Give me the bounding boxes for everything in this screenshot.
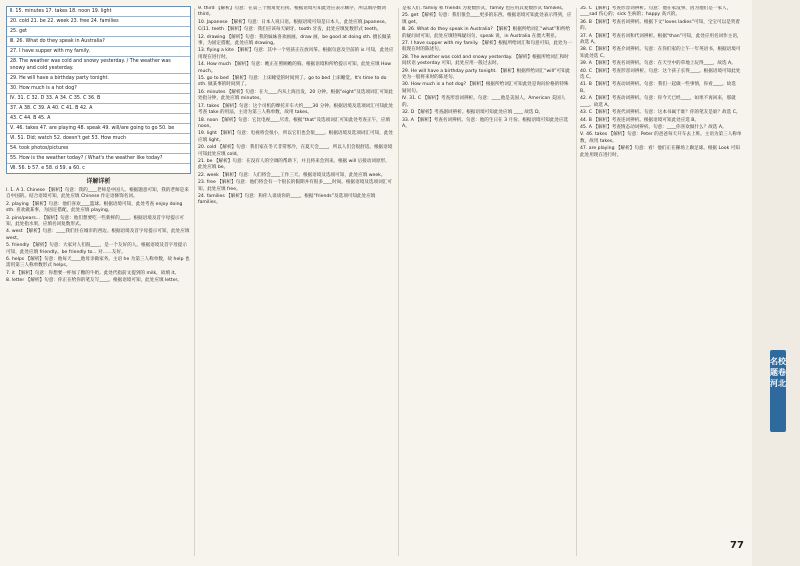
explanation-item: 24. families 【解析】句意：和你人谈谈你的____。根据“friends”及选项可知此处应填 families。 (198, 193, 376, 206)
explanation-list-4 (580, 6, 744, 159)
answer-box (6, 6, 191, 174)
explanation-item: 36. B 【解析】考查名词辨析。根据下文“loves ladies”可知，宝宝可以是哭着的。 (580, 19, 740, 32)
explanation-item: 12. drawing 【解析】句意：我的妹妹喜欢画画。draw 画，be good at doing sth. 擅长做某事，为固定搭配，此处应填 drawing。 (198, 34, 392, 47)
column-4 (580, 6, 744, 554)
answer-row: Ⅴ. 46. takes 47. are playing 48. speak 49. will/are going to go 50. be (7, 124, 190, 134)
explanation-item: 45. A 【解析】考查情态动词辨析。句意：____你喜欢做什么？故选 A。 (580, 124, 727, 130)
explanation-item: C(11. teeth 【解析】句意：我们应该每天刷牙。tooth 牙齿，此处应填复数形式 teeth。 (198, 27, 382, 33)
explanation-item: 37. A 【解析】考查名词和代词辨析。根据“than”可知，此处应用名词作主语，故选 A。 (580, 33, 742, 46)
explanation-list-2 (198, 6, 394, 207)
page-number: 77 (730, 540, 744, 551)
answer-row: Ⅶ. 56. b 57. e 58. d 59. a 60. c (10, 166, 85, 171)
explanation-item: 39. A 【解析】考查名词辨析。句意：在天空中的草地上玩得____，故选 A。 (580, 61, 736, 67)
explanation-item: 41. B 【解析】考查动词辨析。句意：我们一起做一些事情，你看____。故选 B。 (580, 82, 736, 94)
column-3 (402, 6, 572, 554)
explanation-item: 19. light 【解析】句意：电视将会很小，所以它们也会很____。根据语境及选项词汇可知，此处应填 light。 (198, 131, 393, 143)
answer-row: 30. How much is a hot dog? (7, 84, 190, 94)
answer-row: 27. I have supper with my family. (7, 47, 190, 57)
explanation-item: Ⅲ. 26. What do they speak in Australia? 【解析】根据所给词汇“what”和所给的疑问词可知，此处应填特殊疑问句，speak 说，in Australia 在澳大利亚。 (402, 27, 570, 39)
explanation-item: Ⅰ. 1. A 1. Chinese 【解析】句意：我的____老师是中国人。根据题意可知，我的老师是来自中国的。结合语境可知，此处应填 Chinese 作定语修饰名词。 (6, 188, 189, 200)
explanation-item: 10. Japanese 【解析】句意：日本人说日语。根据语境可知是日本人，此处应填 Japanese。 (198, 19, 390, 25)
column-1 (6, 6, 191, 554)
explanation-item: 13. flying a kite 【解析】句意：其中一个男孩正在放风筝。根据句意及空前的 is 可知，此处应用现在进行时。 (198, 48, 394, 60)
explanation-item: 44. B 【解析】考查连词辨析。根据语境可知此处应选 B。 (580, 117, 700, 123)
explanation-item: 38. C 【解析】考查介词辨析。句意：在你们家的上午一年英语书，根据语境可知此处选 C。 (580, 47, 741, 59)
answer-row: Ⅲ. 26. What do they speak in Australia? (7, 37, 190, 47)
explanation-item: 6. helps 【解析】句意：他每天____他母亲做家务。主语 he 为第三人称单数，故 help 也需用第三人称单数形式 helps。 (6, 257, 190, 269)
explanation-item: 9. third 【解析】句意：在第三个围角处右拐。根据语境可知此处应表示顺序，所以填序数词 third。 (198, 6, 386, 18)
explanation-item: 27. I have supper with my family. 【解析】根据所给词汇和句意可知，此处为一般现在时的陈述句。 (402, 41, 572, 53)
explanation-list-3 (402, 6, 572, 130)
explanation-item: 23. free 【解析】句意：他们将会有一个很长的假期并有很多____时间。根据语境及选项词汇可知，此处应填 free。 (198, 180, 392, 192)
explanation-item: 14. How much 【解析】句意：她正在照顾她的狗。根据语境和所给提示可知，此处应填 How much。 (198, 62, 392, 74)
explanation-item: 47. are playing 【解析】句意：看！他们正在操场上踢足球。根据 Look 可知此处用现在进行时。 (580, 146, 740, 158)
explanation-item: Ⅳ. 31. C 【解析】考查形容词辨析。句意：____他是美国人。American 美国人的。 (402, 96, 566, 108)
explanation-item: 32. D 【解析】考查副词辨析。根据语境可知此处应填 ____ 故选 D。 (402, 110, 544, 116)
section-title: 详解详析 (86, 178, 111, 185)
answer-row: 54. took photos/pictures (7, 144, 190, 154)
answer-row: 28. The weather was cold and snowy yesterday. / The weather was snowy and cold yesterday. (7, 57, 190, 74)
answer-row: 29. He will have a birthday party tonight. (7, 74, 190, 84)
column-divider (194, 8, 195, 556)
answer-row: 43. C 44. B 45. A (7, 114, 190, 124)
explanation-item: 是家人们. family 和 friends 为复数形式，family 也应用其复数形式 families。 (402, 6, 567, 11)
explanation-item: 16. minutes 【解析】句意：在大____内从上海出发，20 分钟。根据“eight”及选项词汇可知此处指分钟，此处应填 minutes。 (198, 89, 394, 102)
explanation-item: 5. friendly 【解析】句意：大家对人们很____，是一个友好的人。根据语境及首字母提示可知，此处应填 friendly。be friendly to... 对……友好。 (6, 243, 187, 255)
explanation-item: 29. He will have a birthday party tonight. 【解析】根据所给词汇“will”可知此处为一般将来时的陈述句。 (402, 68, 571, 81)
explanation-item: 22. week 【解析】句意：人们将会____工作三天。根据语境及选项可知，此处应填 week。 (198, 172, 386, 178)
column-divider (398, 8, 399, 556)
explanation-item: 35. C 【解析】考查形容词辨析。句意：他在家没事，因为他们是一家人，____sad 伤心的；sick 生病的；happy 高兴的。 (580, 6, 732, 18)
explanation-item: 2. playing 【解析】句意：他们喜欢____篮球。根据语境可知，此处考查 enjoy doing sth. 喜欢做某事，为固定搭配，此处应填 playing。 (6, 201, 183, 214)
answer-row: 55. How is the weather today? / What's the weather like today? (7, 154, 190, 164)
explanation-item: 3. pins/pears... 【解析】句意：他们想要吃一些新鲜的____。根据语境及首字母提示可知，此处指水果，应填名词复数形式。 (6, 215, 184, 228)
answer-row: 25. get (7, 27, 190, 37)
explanation-item: 40. C 【解析】考查形容词辨析。句意：这个孩子长得____。根据语境可知此处选 C。 (580, 68, 741, 81)
answer-row: Ⅵ. 51. Did; watch 52. doesn't get 53. How much (7, 134, 190, 144)
explanation-item: 42. A 【解析】考查动词辨析。句意：你今天已经____，如果不再回来，那就____。故选 A。 (580, 96, 736, 108)
explanation-item: Ⅴ. 46. takes 【解析】句意：Peter 的爸爸每天开车去上班。主语为第三人称单数，故用 takes。 (580, 132, 742, 144)
explanation-item: 25. get 【解析】句意：我们很会____更多的东西。根据语境可知此处表示得到，应填 get。 (402, 13, 572, 25)
answer-row: Ⅱ. 15. minutes 17. takes 18. noon 19. light (7, 7, 190, 17)
answer-row: 37. A 38. C 39. A 40. C 41. B 42. A (7, 104, 190, 114)
explanation-item: 21. be 【解析】句意：在没有人的空调的帮助下，并且将来会到来。根据 will 后接动词原形，此处应填 be。 (198, 158, 390, 171)
explanation-item: 8. letter 【解析】句意：你正在给你的笔友写____。根据语境可知，此处应填 letter。 (6, 278, 183, 284)
explanation-list-1 (6, 188, 191, 285)
column-2 (198, 6, 394, 554)
column-divider (576, 8, 577, 556)
explanation-item: 33. A 【解析】考查名词辨析。句意：他的生日在 3 月份。根据语境可知此处应选 A。 (402, 117, 569, 129)
answer-row: Ⅳ. 31. C 32. D 33. A 34. C 35. C 36. B (7, 94, 190, 104)
explanation-item: 43. C 【解析】考查代词辨析。句意：这本书属于谁？你的笔友是谁？故选 C。 (580, 110, 741, 116)
side-tab: 名校题卷 河北 (770, 350, 786, 432)
explanation-item: 28. The weather was cold and snowy yesterday. 【解析】根据所给词汇和时间状语 yesterday 可知，此处应用一般过去时。 (402, 54, 569, 67)
explanation-item: 17. takes 【解析】句意：这个司机的摩托开车大约____30 分钟。根据语境及选项词汇可知此处考查 take 的用法，主语为第三人称单数，故用 takes。 (198, 103, 394, 116)
answer-row: 20. cold 21. be 22. week 23. free 24. families (7, 17, 190, 27)
explanation-item: 7. it 【解析】句意：你想要一杯加了糖的牛奶。此处代指前文提到的 milk，故填 it。 (6, 270, 180, 276)
explanation-item: 15. go to bed 【解析】句意：上床睡觉的时间到了。go to bed 上床睡觉。It's time to do sth. 做某事的时间到了。 (198, 76, 387, 88)
explanation-item: 30. How much is a hot dog? 【解析】根据所给词汇可知此处是询问价格的特殊疑问句。 (402, 82, 569, 94)
explanation-item: 4. west 【解析】句意：____我们住在城市的西边。根据语境及首字母提示可知，此处应填 west。 (6, 229, 190, 241)
explanation-item: 20. cold 【解析】句意：我们家在冬天非常寒冷，在夏天会____，所以人们会很舒适。根据语境可知此处应填 cold。 (198, 145, 393, 157)
right-margin (752, 0, 800, 566)
explanation-item: 18. noon 【解析】句意：它比电视____尽责。根据“that”及选项词汇可知此处考查正午，应填 noon。 (198, 117, 390, 129)
